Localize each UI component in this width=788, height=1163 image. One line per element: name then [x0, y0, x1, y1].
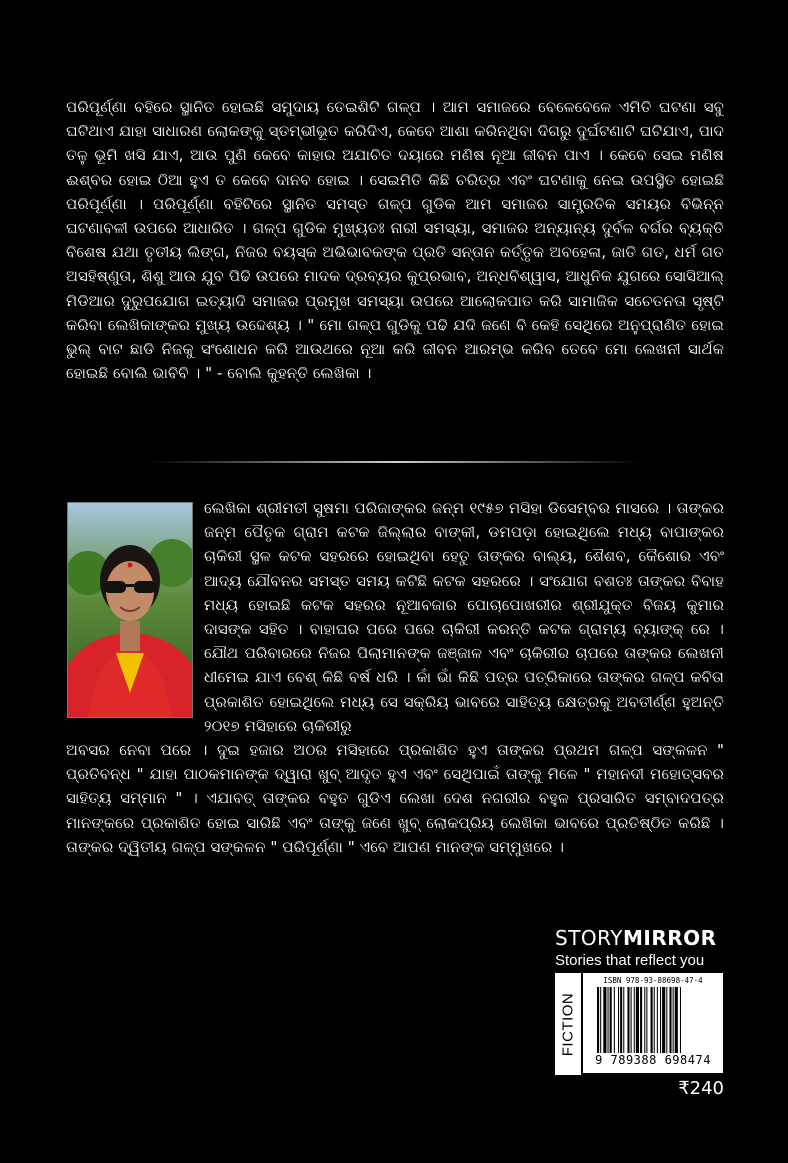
barcode-bar — [618, 987, 619, 1053]
barcode-bar — [644, 987, 645, 1053]
barcode-bar — [631, 987, 632, 1053]
publisher-logo — [555, 926, 725, 969]
publisher-name — [555, 926, 725, 950]
back-cover-blurb: ପରିପୂର୍ଣ୍ଣା ବହିରେ ସ୍ଥାନିତ ହୋଇଛି ସମୁଦାୟ ତେଇଶିଟି ଗଳ୍ପ । ଆମ ସମାଜରେ ବେଳେବେଳେ ଏମିତି ଘଟଣା ସବୁ ଘଟିଥାଏ ଯାହା ସାଧାରଣ ଲୋକଙ୍କୁ ସ୍ତମ୍ଭୀଭୂତ କରିଦିଏ, କେବେ ଆଶା କରିନଥିବା ଦିଗରୁ ଦୁର୍ଘଟଣାଟି ଘଟିଯାଏ, ପାଦ ତଳୁ ଭୂମି ଖସି ଯାଏ, ଆଉ ପୁଣି କେବେ କାହାର ଅଯାଚିତ ଦୟାରେ ମଣିଷ ନୂଆ ଜୀବନ ପାଏ । କେବେ ସେଇ ମଣିଷ ଈଶ୍ବର ହୋଇ ଠିଆ ହୁଏ ତ କେବେ ଦାନବ ହୋଇ । ସେଇମିତି କିଛି ଚରିତ୍ର ଏବଂ ଘଟଣାକୁ ନେଇ ଉପସ୍ଥିତ ହୋଇଛି ପରିପୂର୍ଣ୍ଣା । ପରିପୂର୍ଣ୍ଣା ବହିଟିରେ ସ୍ଥାନିତ ସମସ୍ତ ଗଳ୍ପ ଗୁଡିକ ଆମ ସମାଜର ସାମ୍ପ୍ରତିକ ସମୟର ବିଭିନ୍ନ ଘଟଣାବଳୀ ଉପରେ ଆଧାରିତ । ଗଳ୍ପ ଗୁଡିକ ମୁଖ୍ୟତଃ ନାରୀ ସମସ୍ୟା, ସମାଜର ଅନ୍ୟାନ୍ୟ ଦୁର୍ବଳ ବର୍ଗର ବ୍ୟକ୍ତି ବିଶେଷ ଯଥା ତୃତୀୟ ଲିଙ୍ଗ, ନିଜର ବୟସ୍କ ଅଭିଭାବକଙ୍କ ପ୍ରତି ସନ୍ତାନ କର୍ତ୍ତୃକ ଅବହେଳା, ଜାତି ଗତ, ଧର୍ମ ଗତ ଅସହିଷ୍ଣୁତା, ଶିଶୁ ଆଉ ଯୁବ ପିଢି ଉପରେ ମାଦକ ଦ୍ରବ୍ୟର କୁପ୍ରଭାବ, ଅନ୍ଧବିଶ୍ୱାସ, ଆଧୁନିକ ଯୁଗରେ ସୋସିଆଲ୍ ମିଡିଆର ଦୁରୁପଯୋଗ ଇତ୍ୟାଦି ସମାଜର ପ୍ରମୁଖ ସମସ୍ୟା ଉପରେ ଆଲୋକପାତ କରି ସାମାଜିକ ସଚେତନତା ସୃଷ୍ଟି କରିବା ଲେଖିକାଙ୍କର ମୁଖ୍ୟ ଉଦ୍ଦେଶ୍ୟ । " ମୋ ଗଳ୍ପ ଗୁଡିକୁ ପଢି ଯଦି ଜଣେ ବି କେହି ସେଥିରେ ଅନୁପ୍ରାଣିତ ହୋଇ ଭୁଲ୍ ବାଟ ଛାଡି ନିଜକୁ ସଂଶୋଧନ କରି ଆଉଥରେ ନୂଆ କରି ଜୀବନ ଆରମ୍ଭ କରିବ ତେବେ ମୋ ଲେଖନୀ ସାର୍ଥକ ହୋଇଛି ବୋଲି ଭାବିବି । " - ବୋଲି କୁହନ୍ତି ଲେଖିକା । — [66, 98, 724, 383]
barcode-bar — [680, 987, 681, 1053]
author-photo — [67, 502, 193, 718]
barcode-bar — [636, 987, 639, 1053]
barcode-bar — [662, 987, 665, 1053]
barcode-bar — [651, 987, 653, 1053]
barcode-bar — [657, 987, 658, 1053]
barcode-bar — [673, 987, 674, 1053]
barcode-bars — [597, 987, 711, 1053]
barcode-bar — [623, 987, 624, 1053]
barcode-bar — [597, 987, 599, 1053]
barcode-bar — [610, 987, 612, 1053]
barcode-bar — [654, 987, 655, 1053]
genre-label — [555, 973, 581, 1075]
author-portrait-image — [68, 503, 192, 717]
barcode-bar — [620, 987, 622, 1053]
section-divider — [150, 461, 640, 463]
publisher-name-bold: MIRROR — [623, 926, 717, 950]
barcode-bar — [614, 987, 615, 1053]
barcode-bar — [600, 987, 601, 1053]
barcode-bar — [646, 987, 647, 1053]
book-price: ₹240 — [678, 1078, 724, 1099]
barcode-bar — [669, 987, 671, 1053]
barcode-bar — [666, 987, 667, 1053]
barcode-bar — [627, 987, 629, 1053]
barcode-bar — [608, 987, 609, 1053]
publisher-name-regular: STORY — [555, 926, 623, 950]
author-bio-continued: ଅବସର ନେବା ପରେ । ଦୁଇ ହଜାର ଅଠର ମସିହାରେ ପ୍ରକାଶିତ ହୁଏ ତାଙ୍କର ପ୍ରଥମ ଗଳ୍ପ ସଙ୍କଳନ " ପ୍ରତିବନ୍ଧ " ଯାହା ପାଠକମାନଙ୍କ ଦ୍ୱାରା ଖୁବ୍ ଆଦୃତ ହୁଏ ଏବଂ ସେଥିପାଇଁ ତାଙ୍କୁ ମିଳେ " ମହାନଦୀ ମହୋତ୍ସବର ସାହିତ୍ୟ ସମ୍ମାନ " । ଏଯାବତ୍ ତାଙ୍କର ବହୁତ ଗୁଡିଏ ଲେଖା ଦେଶ ନଗରୀର ବହୁଳ ପ୍ରସାରିତ ସମ୍ବାଦପତ୍ର ମାନଙ୍କରେ ପ୍ରକାଶିତ ହୋଇ ସାରିଛି ଏବଂ ତାଙ୍କୁ ଜଣେ ଖୁବ୍ ଲୋକପ୍ରିୟ ଲେଖିକା ଭାବରେ ପ୍ରତିଷ୍ଠିତ କରିଛି । ତାଙ୍କର ଦ୍ୱିତୀୟ ଗଳ୍ପ ସଙ୍କଳନ " ପରିପୂର୍ଣ୍ଣା " ଏବେ ଆପଣ ମାନଙ୍କ ସମ୍ମୁଖରେ । — [66, 741, 724, 856]
publisher-tagline: Stories that reflect you — [555, 952, 705, 969]
isbn-barcode — [583, 973, 723, 1073]
author-bio: ଲେଖିକା ଶ୍ରୀମତୀ ସୁଷମା ପରିଜାଙ୍କର ଜନ୍ମ ୧୯୫୭ ମସିହା ଡିସେମ୍ବର ମାସରେ । ତାଙ୍କର ଜନ୍ମ ପୈତୃକ ଗ୍ରାମ କଟକ ଜିଲ୍ଲାର ବାଙ୍କୀ, ଡମପଡ଼ା ହୋଇଥିଲେ ମଧ୍ୟ ବାପାଙ୍କର ଚାକିରୀ ସ୍ଥଳ କଟକ ସହରରେ ହୋଇଥିବା ହେତୁ ତାଙ୍କର ବାଲ୍ୟ, ଶୈଶବ, କୈଶୋର ଏବଂ ଆଦ୍ୟ ଯୌବନର ସମସ୍ତ ସମୟ କଟିଛି କଟକ ସହରରେ । ସଂଯୋଗ ବଶତଃ ତାଙ୍କର ବିବାହ ମଧ୍ୟ ହୋଇଛି କଟକ ସହରର ନୂଆବଜାର ପୋଚାପୋଖରୀର ଶ୍ରୀଯୁକ୍ତ ବିଜୟ କୁମାର ଦାସଙ୍କ ସହିତ । ବାହାଘର ପରେ ପରେ ଚାକିରୀ କରନ୍ତି କଟକ ଗ୍ରାମ୍ୟ ବ୍ୟାଙ୍କ୍ ରେ । ଯୌଥ ପରିବାରରେ ନିଜର ପିଲାମାନଙ୍କ ଜଞ୍ଜାଳ ଏବଂ ଚାକିରୀର ଚାପରେ ତାଙ୍କର ଲେଖନୀ ଧୀମେଇ ଯାଏ ବେଶ୍ କିଛି ବର୍ଷ ଧରି । କାଁ ଭାଁ କିଛି ପତ୍ର ପତ୍ରିକାରେ ତାଙ୍କର ଗଳ୍ପ କବିତା ପ୍ରକାଶିତ ହୋଇଥିଲେ ମଧ୍ୟ ସେ ସକ୍ରିୟ ଭାବରେ ସାହିତ୍ୟ କ୍ଷେତ୍ରକୁ ଅବତୀର୍ଣ୍ଣ ହୁଅନ୍ତି ୨୦୧୭ ମସିହାରେ ଚାକିରୀରୁ — [204, 499, 724, 735]
barcode-bar — [634, 987, 635, 1053]
barcode-bar — [640, 987, 642, 1053]
barcode-bar — [603, 987, 606, 1053]
barcode-bar — [675, 987, 678, 1053]
barcode-bar — [660, 987, 661, 1053]
isbn-number: ISBN 978-93-88698-47-4 — [603, 976, 703, 985]
barcode-digits: 9 789388 698474 — [595, 1053, 711, 1067]
genre-text: FICTION — [559, 992, 577, 1056]
